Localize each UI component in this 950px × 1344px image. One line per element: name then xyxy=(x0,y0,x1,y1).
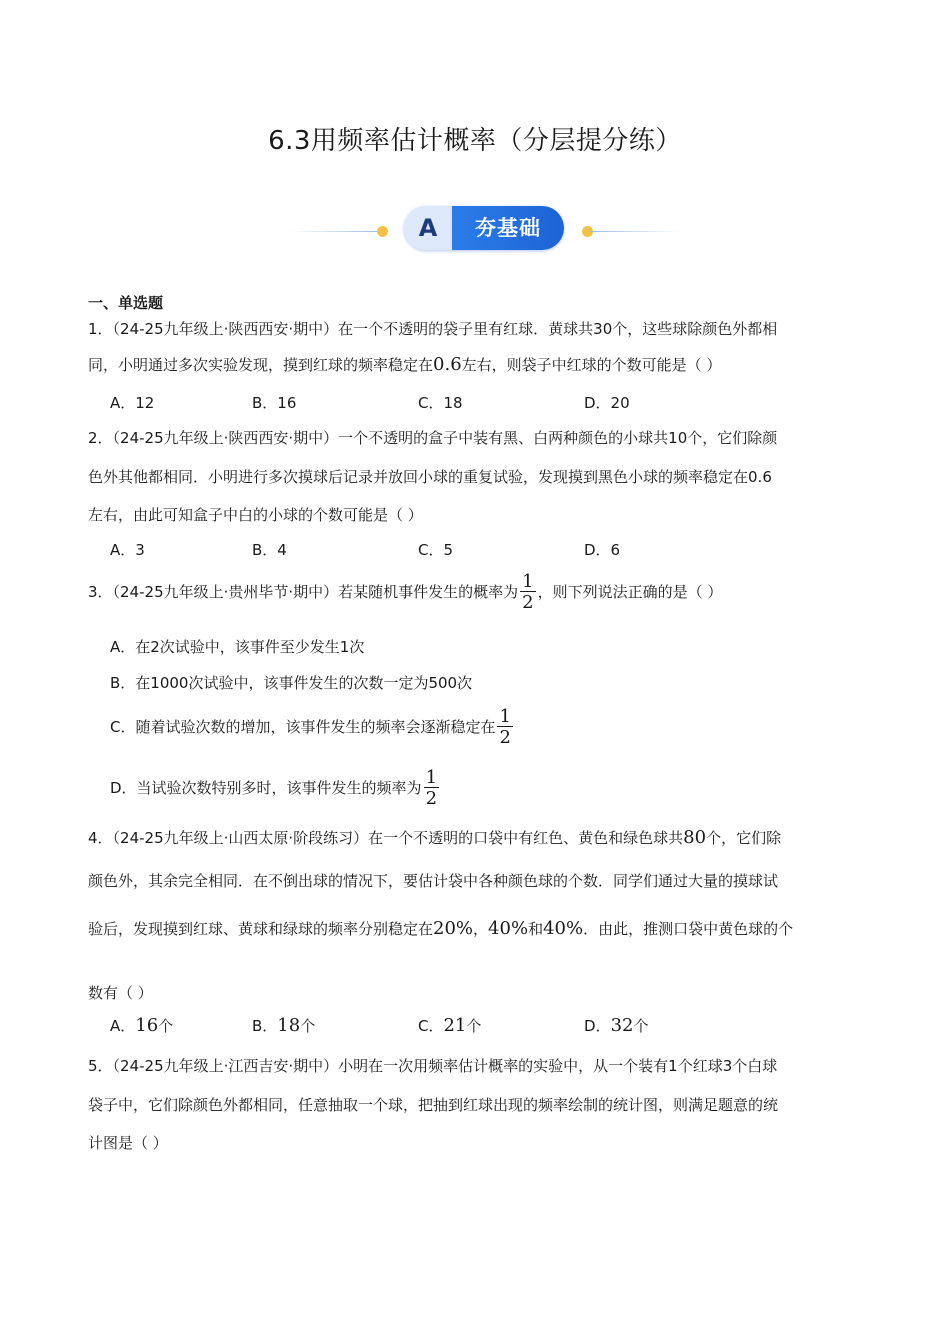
q2-option-a[interactable]: A．3 xyxy=(110,541,145,559)
q1-option-d[interactable]: D．20 xyxy=(584,394,630,412)
q4-green-freq: 40% xyxy=(543,918,584,939)
q3-option-c-text: C．随着试验次数的增加，该事件发生的频率会逐渐稳定在 xyxy=(110,718,496,736)
q3-option-b[interactable]: B．在1000次试验中，该事件发生的次数一定为500次 xyxy=(110,674,473,692)
q3-stem-text-b: ，则下列说法正确的是（ ） xyxy=(537,583,723,601)
banner-dot-left xyxy=(377,226,388,237)
q3-fraction-num: 1 xyxy=(522,571,534,592)
q4-option-d[interactable] xyxy=(584,1015,648,1036)
q3-stem-text-a: 3．（24-25九年级上·贵州毕节·期中）若某随机事件发生的概率为 xyxy=(88,583,519,601)
banner-line-right xyxy=(590,231,680,232)
q1-line2-text-b: 左右，则袋子中红球的个数可能是（ ） xyxy=(461,356,722,374)
q4-option-c[interactable] xyxy=(418,1015,481,1036)
q1-option-b[interactable]: B．16 xyxy=(252,394,297,412)
banner-letter: A xyxy=(418,214,438,242)
q2-option-b[interactable]: B．4 xyxy=(252,541,287,559)
q3-option-d-fraction xyxy=(424,769,439,808)
q3-option-c-den: 2 xyxy=(499,727,511,748)
page-title: 6.3用频率估计概率（分层提分练） xyxy=(268,126,682,156)
q3-option-c-num: 1 xyxy=(499,706,511,727)
q3-option-d-den: 2 xyxy=(425,788,438,809)
q3-fraction-den: 2 xyxy=(522,592,534,613)
q1-option-c[interactable]: C．18 xyxy=(418,394,463,412)
q4-option-a[interactable] xyxy=(110,1015,173,1036)
q1-line2 xyxy=(88,354,721,375)
q4-option-b-value: 18 xyxy=(277,1015,301,1036)
q5-line2: 袋子中，它们除颜色外都相同，任意抽取一个球，把抽到红球出现的频率绘制的统计图，则满足题意的统 xyxy=(88,1096,779,1114)
q4-option-c-value: 21 xyxy=(443,1015,467,1036)
q4-line3-text-b: ．由此，推测口袋中黄色球的个 xyxy=(583,920,794,938)
q3-option-c[interactable] xyxy=(110,708,515,747)
q4-option-a-letter: A． xyxy=(110,1017,136,1035)
q4-option-a-value: 16 xyxy=(135,1015,159,1036)
q4-line4: 数有（ ） xyxy=(88,984,153,1002)
q1-line1: 1．（24-25九年级上·陕西西安·期中）在一个不透明的袋子里有红球．黄球共30个，这些球除颜色外都相 xyxy=(88,320,778,338)
q3-option-d-num: 1 xyxy=(425,767,438,788)
q3-option-d[interactable] xyxy=(110,769,441,808)
q2-line3: 左右，由此可知盒子中白的小球的个数可能是（ ） xyxy=(88,506,423,524)
banner-label: 夯基础 xyxy=(475,216,541,240)
q2-line1: 2．（24-25九年级上·陕西西安·期中）一个不透明的盒子中装有黑、白两种颜色的小球共10个，它们除颜 xyxy=(88,429,778,447)
q3-option-a[interactable]: A．在2次试验中，该事件至少发生1次 xyxy=(110,638,365,656)
q4-option-b[interactable] xyxy=(252,1015,315,1036)
q3-option-c-fraction xyxy=(497,708,512,747)
q5-line1: 5．（24-25九年级上·江西吉安·期中）小明在一次用频率估计概率的实验中，从一个装有1个红球3个白球 xyxy=(88,1057,778,1075)
q4-option-d-letter: D． xyxy=(584,1017,611,1035)
q3-option-d-text: D．当试验次数特别多时，该事件发生的频率为 xyxy=(110,779,422,797)
q4-option-b-letter: B． xyxy=(252,1017,278,1035)
q4-line1 xyxy=(88,827,781,848)
q4-option-c-letter: C． xyxy=(418,1017,444,1035)
q4-line2: 颜色外，其余完全相同．在不倒出球的情况下，要估计袋中各种颜色球的个数．同学们通过大量的摸球试 xyxy=(88,872,779,890)
q5-line3: 计图是（ ） xyxy=(88,1134,168,1152)
q4-line1-text-b: 个，它们除 xyxy=(706,829,782,847)
q4-option-d-unit: 个 xyxy=(633,1017,649,1035)
banner-line-left xyxy=(290,231,380,232)
q4-option-b-unit: 个 xyxy=(300,1017,316,1035)
q4-line3: 验后，发现摸到红球、黄球和绿球的频率分别稳定在20%，40%和40%．由此，推测口袋中黄色球的个 xyxy=(88,918,794,939)
q4-line3-text-a: 验后，发现摸到红球、黄球和绿球的频率分别稳定在 xyxy=(88,920,434,938)
q4-and: 和 xyxy=(528,920,544,938)
q1-frequency: 0.6 xyxy=(433,354,462,375)
section-banner xyxy=(290,204,680,252)
q2-option-c[interactable]: C．5 xyxy=(418,541,454,559)
q4-option-a-unit: 个 xyxy=(158,1017,174,1035)
q1-option-a[interactable]: A．12 xyxy=(110,394,155,412)
q3-stem xyxy=(88,573,722,612)
q4-red-freq: 20% xyxy=(433,918,474,939)
q3-fraction xyxy=(520,573,535,612)
q4-option-c-unit: 个 xyxy=(466,1017,482,1035)
q2-option-d[interactable]: D．6 xyxy=(584,541,621,559)
banner-pill xyxy=(404,206,564,250)
section-heading: 一、单选题 xyxy=(88,294,164,312)
q4-line1-text-a: 4．（24-25九年级上·山西太原·阶段练习）在一个不透明的口袋中有红色、黄色和绿色球共 xyxy=(88,829,684,847)
q4-total: 80 xyxy=(683,827,707,848)
q4-yellow-freq: 40% xyxy=(488,918,529,939)
q2-line2: 色外其他都相同．小明进行多次摸球后记录并放回小球的重复试验，发现摸到黑色小球的频率稳定在0.6 xyxy=(88,468,772,486)
q1-line2-text-a: 同，小明通过多次实验发现，摸到红球的频率稳定在 xyxy=(88,356,434,374)
q4-option-d-value: 32 xyxy=(610,1015,634,1036)
